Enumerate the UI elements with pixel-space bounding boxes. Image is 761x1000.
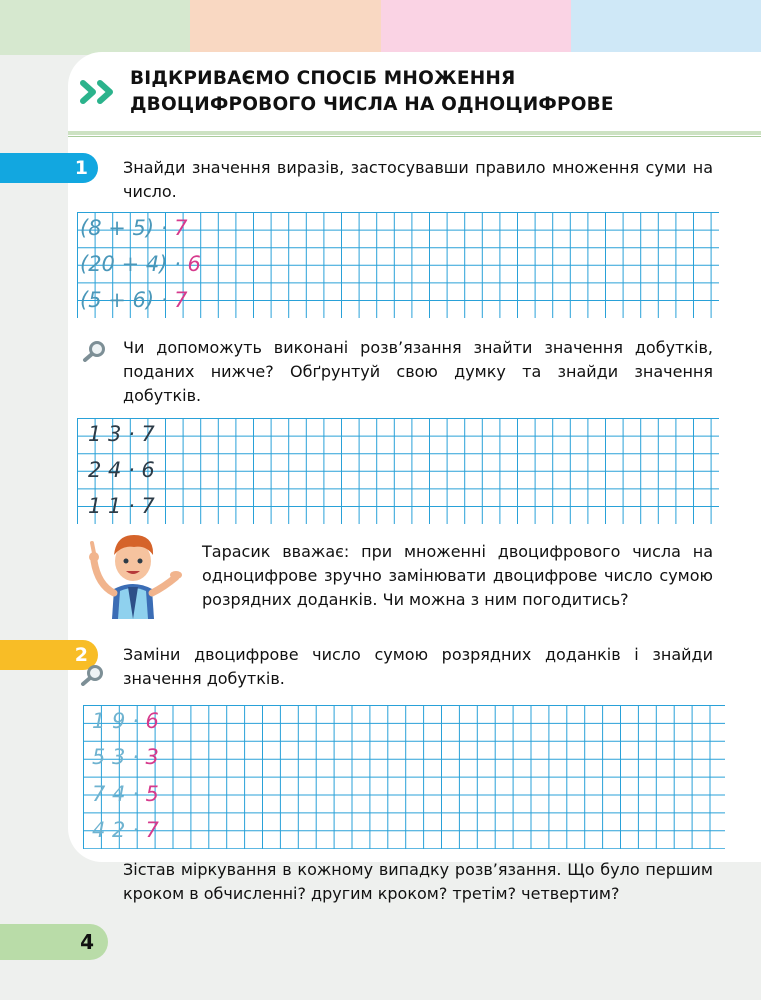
title-line-2: ДВОЦИФРОВОГО ЧИСЛА НА ОДНОЦИФРОВЕ — [130, 94, 614, 115]
title-line-1: ВІДКРИВАЄМО СПОСІБ МНОЖЕННЯ — [130, 68, 516, 89]
band-green — [0, 0, 190, 55]
task-2-product-1 — [92, 709, 159, 733]
header-divider — [68, 131, 761, 135]
factor: 6 — [187, 252, 201, 276]
question-1-product-1 — [88, 422, 155, 446]
expression: 7 4 · — [92, 782, 139, 806]
header-divider-line — [68, 136, 761, 137]
question-1-grid — [77, 418, 719, 524]
page-number: 4 — [0, 924, 108, 960]
task-2-followup-text: Зістав міркування в кожному випадку розв’язання. Що було першим кроком в обчисленні? другим кроком? третім? четвертим? — [123, 860, 713, 903]
band-blue — [571, 0, 761, 55]
expression: (5 + 6) · — [80, 288, 168, 312]
grid-lines — [83, 705, 725, 849]
expression: 1 3 · 7 — [88, 422, 155, 446]
task-2-text: Заміни двоцифрове число сумою розрядних доданків і знайди значення добутків. — [123, 645, 713, 688]
expression: (8 + 5) · — [80, 216, 168, 240]
expression: 2 4 · 6 — [88, 458, 155, 482]
expression: 1 9 · — [92, 709, 139, 733]
boy-character-icon — [84, 527, 182, 619]
question-1-text: Чи допоможуть виконані розв’язання знайти значення добутків, поданих нижче? Обґрунтуй свою думку та знайди значення добутків. — [123, 338, 713, 405]
top-color-bands — [0, 0, 761, 55]
task-1-number: 1 — [74, 157, 88, 179]
band-pink — [381, 0, 571, 55]
expression: 5 3 · — [92, 745, 139, 769]
question-1-product-3 — [88, 494, 155, 518]
task-2-product-4 — [92, 818, 159, 842]
grid-lines — [77, 418, 719, 524]
factor: 7 — [174, 288, 188, 312]
factor: 5 — [145, 782, 159, 806]
task-2-number: 2 — [74, 644, 88, 666]
question-1-product-2 — [88, 458, 155, 482]
expression: 4 2 · — [92, 818, 139, 842]
tarasyk-text: Тарасик вважає: при множенні двоцифрового числа на одноцифрове зручно замінювати двоцифрове число сумою розрядних доданків. Чи можна з ним погодитись? — [202, 542, 713, 609]
expression: (20 + 4) · — [80, 252, 181, 276]
lesson-header — [78, 60, 761, 132]
factor: 7 — [174, 216, 188, 240]
factor: 3 — [145, 745, 159, 769]
factor: 6 — [145, 709, 159, 733]
page-title — [130, 66, 614, 118]
double-chevron-right-icon — [80, 80, 120, 104]
task-1-text: Знайди значення виразів, застосувавши правило множення суми на число. — [123, 158, 713, 201]
task-1-expression-3 — [80, 288, 187, 312]
task-2-product-3 — [92, 782, 159, 806]
task-1-expression-2 — [80, 252, 201, 276]
task-1-expression-1 — [80, 216, 187, 240]
magnifier-icon — [80, 664, 106, 686]
task-2-product-2 — [92, 745, 159, 769]
factor: 7 — [145, 818, 159, 842]
magnifier-icon — [82, 340, 108, 362]
task-1-number-tab — [0, 153, 98, 183]
expression: 1 1 · 7 — [88, 494, 155, 518]
band-peach — [190, 0, 380, 55]
task-2-grid — [83, 705, 725, 849]
